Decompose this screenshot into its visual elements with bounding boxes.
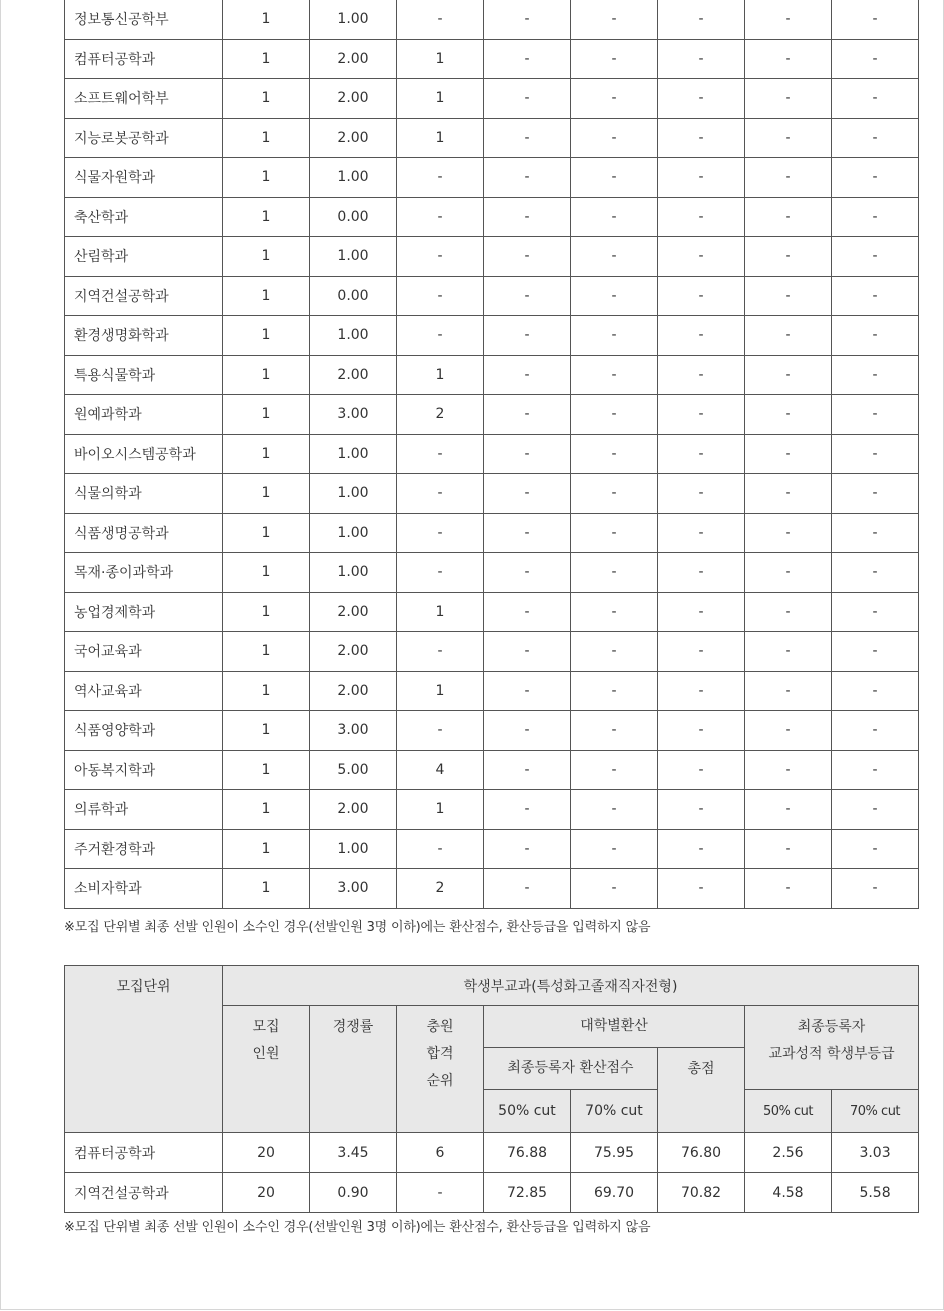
- cell-ratio: 3.00: [310, 711, 397, 751]
- cell-c3: -: [658, 434, 745, 474]
- cell-rank: 1: [397, 671, 484, 711]
- cell-c1: -: [484, 434, 571, 474]
- table-row: [65, 869, 919, 909]
- cell-c5: -: [832, 553, 919, 593]
- cell-c2: -: [571, 869, 658, 909]
- cell-c3: -: [658, 869, 745, 909]
- cell-c4: -: [745, 316, 832, 356]
- cell-ratio: 2.00: [310, 671, 397, 711]
- cell-c5: -: [832, 671, 919, 711]
- cell-c5: -: [832, 237, 919, 277]
- cell-rank: -: [397, 474, 484, 514]
- cell-rank: -: [397, 632, 484, 672]
- cell-c2: -: [571, 355, 658, 395]
- cell-c1: -: [484, 790, 571, 830]
- cell-c2: -: [571, 0, 658, 39]
- cell-rank: 4: [397, 750, 484, 790]
- cell-c4: -: [745, 829, 832, 869]
- cell-c4: -: [745, 790, 832, 830]
- header-rank-line3: 순위: [426, 1073, 454, 1089]
- cell-c2: -: [571, 474, 658, 514]
- cell-quota: 1: [223, 474, 310, 514]
- cell-c1: -: [484, 79, 571, 119]
- cell-ratio: 3.45: [310, 1133, 397, 1173]
- cell-c2: -: [571, 395, 658, 435]
- cell-c3: -: [658, 395, 745, 435]
- cell-c5: -: [832, 592, 919, 632]
- cell-rank: -: [397, 1173, 484, 1213]
- cell-rank: 1: [397, 355, 484, 395]
- cell-quota: 1: [223, 39, 310, 79]
- table-row: [65, 750, 919, 790]
- cell-dept: 컴퓨터공학과: [65, 39, 223, 79]
- cell-c4: -: [745, 355, 832, 395]
- cell-dept: 의류학과: [65, 790, 223, 830]
- cell-c5: -: [832, 711, 919, 751]
- cell-c2: -: [571, 118, 658, 158]
- table-row: [65, 1133, 919, 1173]
- header-total: 총점: [658, 1048, 745, 1133]
- cell-c2: -: [571, 829, 658, 869]
- table-row: [65, 671, 919, 711]
- cell-rank: -: [397, 158, 484, 198]
- header-cut50: 50% cut: [484, 1090, 571, 1133]
- cell-quota: 1: [223, 395, 310, 435]
- cell-c2: -: [571, 276, 658, 316]
- cell-dept: 지역건설공학과: [65, 1173, 223, 1213]
- cell-rank: -: [397, 829, 484, 869]
- cell-c3: -: [658, 553, 745, 593]
- cell-g70: 3.03: [832, 1133, 919, 1173]
- header-quota-line2: 인원: [252, 1046, 280, 1062]
- cell-ratio: 2.00: [310, 355, 397, 395]
- cell-c3: -: [658, 118, 745, 158]
- cell-c4: -: [745, 592, 832, 632]
- table-row: [65, 790, 919, 830]
- cell-rank: -: [397, 553, 484, 593]
- table-row: [65, 592, 919, 632]
- cell-c1: -: [484, 237, 571, 277]
- cell-cut50: 76.88: [484, 1133, 571, 1173]
- footnote-2: ※모집 단위별 최종 선발 인원이 소수인 경우(선발인원 3명 이하)에는 환산점수, 환산등급을 입력하지 않음: [64, 1220, 651, 1235]
- cell-c2: -: [571, 711, 658, 751]
- cell-c3: -: [658, 355, 745, 395]
- table-row: [65, 553, 919, 593]
- cell-c4: -: [745, 79, 832, 119]
- admission-results-table-continued: [64, 0, 919, 909]
- cell-c2: -: [571, 632, 658, 672]
- cell-c1: -: [484, 355, 571, 395]
- cell-ratio: 1.00: [310, 237, 397, 277]
- table-row: [65, 118, 919, 158]
- header-grade50: 50% cut: [745, 1090, 832, 1133]
- cell-rank: 1: [397, 39, 484, 79]
- cell-total: 76.80: [658, 1133, 745, 1173]
- cell-c1: -: [484, 118, 571, 158]
- cell-rank: 2: [397, 395, 484, 435]
- cell-quota: 1: [223, 237, 310, 277]
- cell-dept: 목재·종이과학과: [65, 553, 223, 593]
- cell-c2: -: [571, 158, 658, 198]
- cell-quota: 1: [223, 553, 310, 593]
- table-row: [65, 632, 919, 672]
- cell-c1: -: [484, 197, 571, 237]
- cell-c4: -: [745, 434, 832, 474]
- cell-c4: -: [745, 671, 832, 711]
- cell-ratio: 2.00: [310, 79, 397, 119]
- cell-c3: -: [658, 632, 745, 672]
- cell-c4: -: [745, 711, 832, 751]
- cell-quota: 1: [223, 592, 310, 632]
- cell-c1: -: [484, 276, 571, 316]
- header-cut70: 70% cut: [571, 1090, 658, 1133]
- cell-c3: -: [658, 513, 745, 553]
- cell-c1: -: [484, 632, 571, 672]
- table-row: [65, 79, 919, 119]
- cell-g70: 5.58: [832, 1173, 919, 1213]
- cell-quota: 20: [223, 1133, 310, 1173]
- table-row: [65, 39, 919, 79]
- cell-c1: -: [484, 39, 571, 79]
- cell-c5: -: [832, 513, 919, 553]
- cell-dept: 소비자학과: [65, 869, 223, 909]
- cell-c5: -: [832, 0, 919, 39]
- cell-c2: -: [571, 671, 658, 711]
- cell-c2: -: [571, 197, 658, 237]
- cell-quota: 1: [223, 197, 310, 237]
- cell-c5: -: [832, 39, 919, 79]
- header-ratio: 경쟁률: [310, 1006, 397, 1133]
- cell-dept: 원예과학과: [65, 395, 223, 435]
- header-final-reg-line1: 최종등록자: [797, 1019, 866, 1035]
- cell-ratio: 1.00: [310, 158, 397, 198]
- cell-dept: 바이오시스템공학과: [65, 434, 223, 474]
- cell-c5: -: [832, 474, 919, 514]
- cell-c4: -: [745, 395, 832, 435]
- cell-c3: -: [658, 671, 745, 711]
- cell-dept: 아동복지학과: [65, 750, 223, 790]
- cell-ratio: 0.00: [310, 197, 397, 237]
- cell-c4: -: [745, 474, 832, 514]
- cell-c1: -: [484, 829, 571, 869]
- cell-ratio: 5.00: [310, 750, 397, 790]
- cell-dept: 식물자원학과: [65, 158, 223, 198]
- cell-quota: 1: [223, 671, 310, 711]
- cell-quota: 1: [223, 316, 310, 356]
- cell-c5: -: [832, 355, 919, 395]
- cell-dept: 지능로봇공학과: [65, 118, 223, 158]
- cell-c5: -: [832, 79, 919, 119]
- cell-dept: 주거환경학과: [65, 829, 223, 869]
- cell-c1: -: [484, 474, 571, 514]
- cell-rank: -: [397, 197, 484, 237]
- cell-rank: -: [397, 276, 484, 316]
- cell-c5: -: [832, 434, 919, 474]
- cell-total: 70.82: [658, 1173, 745, 1213]
- cell-quota: 1: [223, 790, 310, 830]
- cell-rank: 2: [397, 869, 484, 909]
- cell-c4: -: [745, 39, 832, 79]
- cell-c5: -: [832, 829, 919, 869]
- cell-c4: -: [745, 158, 832, 198]
- cell-c5: -: [832, 316, 919, 356]
- cell-quota: 1: [223, 750, 310, 790]
- cell-c4: -: [745, 276, 832, 316]
- cell-ratio: 0.00: [310, 276, 397, 316]
- cell-c5: -: [832, 118, 919, 158]
- cell-c1: -: [484, 671, 571, 711]
- table-row: [65, 158, 919, 198]
- cell-dept: 식품생명공학과: [65, 513, 223, 553]
- cell-dept: 식품영양학과: [65, 711, 223, 751]
- cell-rank: 1: [397, 118, 484, 158]
- cell-c3: -: [658, 276, 745, 316]
- header-unit: 모집단위: [65, 966, 223, 1133]
- cell-ratio: 1.00: [310, 829, 397, 869]
- cell-c1: -: [484, 869, 571, 909]
- table-row: [65, 1173, 919, 1213]
- cell-ratio: 2.00: [310, 790, 397, 830]
- cell-c2: -: [571, 790, 658, 830]
- cell-c4: -: [745, 197, 832, 237]
- cell-dept: 지역건설공학과: [65, 276, 223, 316]
- cell-quota: 1: [223, 355, 310, 395]
- cell-dept: 역사교육과: [65, 671, 223, 711]
- cell-quota: 1: [223, 434, 310, 474]
- table-row: [65, 395, 919, 435]
- cell-g50: 2.56: [745, 1133, 832, 1173]
- cell-rank: -: [397, 237, 484, 277]
- cell-c4: -: [745, 632, 832, 672]
- cell-rank: -: [397, 316, 484, 356]
- cell-c3: -: [658, 158, 745, 198]
- cell-cut50: 72.85: [484, 1173, 571, 1213]
- footnote-1: ※모집 단위별 최종 선발 인원이 소수인 경우(선발인원 3명 이하)에는 환산점수, 환산등급을 입력하지 않음: [64, 920, 651, 935]
- cell-cut70: 69.70: [571, 1173, 658, 1213]
- cell-c1: -: [484, 553, 571, 593]
- cell-c3: -: [658, 79, 745, 119]
- header-quota-line1: 모집: [252, 1019, 280, 1035]
- cell-quota: 1: [223, 0, 310, 39]
- cell-c1: -: [484, 0, 571, 39]
- cell-c3: -: [658, 829, 745, 869]
- table-row: [65, 711, 919, 751]
- cell-c5: -: [832, 750, 919, 790]
- cell-c3: -: [658, 237, 745, 277]
- table-row: [65, 0, 919, 39]
- cell-c1: -: [484, 395, 571, 435]
- cell-rank: -: [397, 0, 484, 39]
- cell-ratio: 2.00: [310, 592, 397, 632]
- cell-quota: 1: [223, 632, 310, 672]
- cell-c4: -: [745, 0, 832, 39]
- cell-c1: -: [484, 158, 571, 198]
- cell-c2: -: [571, 750, 658, 790]
- cell-dept: 정보통신공학부: [65, 0, 223, 39]
- table-row: [65, 355, 919, 395]
- table-row: [65, 316, 919, 356]
- cell-quota: 1: [223, 158, 310, 198]
- cell-ratio: 1.00: [310, 434, 397, 474]
- cell-c5: -: [832, 395, 919, 435]
- cell-c3: -: [658, 39, 745, 79]
- cell-c5: -: [832, 276, 919, 316]
- cell-c2: -: [571, 513, 658, 553]
- cell-rank: 1: [397, 790, 484, 830]
- cell-c4: -: [745, 118, 832, 158]
- table-row: [65, 513, 919, 553]
- table-row: [65, 276, 919, 316]
- cell-c2: -: [571, 592, 658, 632]
- cell-ratio: 1.00: [310, 316, 397, 356]
- cell-rank: 6: [397, 1133, 484, 1173]
- header-final-reg: [745, 1006, 919, 1090]
- cell-dept: 축산학과: [65, 197, 223, 237]
- header-conv-score: 최종등록자 환산점수: [484, 1048, 658, 1090]
- header-track: 학생부교과(특성화고졸재직자전형): [223, 966, 919, 1006]
- cell-c1: -: [484, 513, 571, 553]
- cell-ratio: 1.00: [310, 0, 397, 39]
- cell-ratio: 2.00: [310, 118, 397, 158]
- cell-dept: 환경생명화학과: [65, 316, 223, 356]
- cell-quota: 1: [223, 79, 310, 119]
- cell-rank: 1: [397, 592, 484, 632]
- cell-dept: 컴퓨터공학과: [65, 1133, 223, 1173]
- cell-dept: 농업경제학과: [65, 592, 223, 632]
- cell-dept: 산림학과: [65, 237, 223, 277]
- cell-c5: -: [832, 632, 919, 672]
- cell-c4: -: [745, 513, 832, 553]
- cell-c5: -: [832, 869, 919, 909]
- cell-c1: -: [484, 711, 571, 751]
- cell-c4: -: [745, 237, 832, 277]
- header-grade70: 70% cut: [832, 1090, 919, 1133]
- cell-quota: 1: [223, 829, 310, 869]
- cell-c3: -: [658, 316, 745, 356]
- table-row: [65, 829, 919, 869]
- cell-c3: -: [658, 474, 745, 514]
- cell-dept: 특용식물학과: [65, 355, 223, 395]
- cell-c3: -: [658, 0, 745, 39]
- cell-c4: -: [745, 553, 832, 593]
- table-row: [65, 434, 919, 474]
- cell-dept: 국어교육과: [65, 632, 223, 672]
- cell-c1: -: [484, 316, 571, 356]
- header-quota: [223, 1006, 310, 1133]
- header-conv: 대학별환산: [484, 1006, 745, 1048]
- cell-quota: 1: [223, 276, 310, 316]
- table1-body: [65, 0, 919, 908]
- cell-dept: 식물의학과: [65, 474, 223, 514]
- cell-ratio: 3.00: [310, 869, 397, 909]
- cell-cut70: 75.95: [571, 1133, 658, 1173]
- header-rank: [397, 1006, 484, 1133]
- header-rank-line1: 충원: [426, 1019, 454, 1035]
- cell-ratio: 1.00: [310, 474, 397, 514]
- cell-ratio: 2.00: [310, 632, 397, 672]
- admission-results-table-specialized-track: [64, 965, 919, 1213]
- cell-quota: 1: [223, 118, 310, 158]
- cell-quota: 1: [223, 711, 310, 751]
- cell-c3: -: [658, 197, 745, 237]
- cell-c3: -: [658, 592, 745, 632]
- cell-quota: 1: [223, 513, 310, 553]
- cell-c1: -: [484, 592, 571, 632]
- cell-c2: -: [571, 316, 658, 356]
- cell-rank: -: [397, 513, 484, 553]
- cell-quota: 1: [223, 869, 310, 909]
- table2-body: [65, 1133, 919, 1213]
- cell-rank: 1: [397, 79, 484, 119]
- cell-c2: -: [571, 434, 658, 474]
- cell-dept: 소프트웨어학부: [65, 79, 223, 119]
- cell-ratio: 1.00: [310, 513, 397, 553]
- cell-quota: 20: [223, 1173, 310, 1213]
- header-final-reg-line2: 교과성적 학생부등급: [768, 1046, 895, 1062]
- cell-c5: -: [832, 158, 919, 198]
- cell-c2: -: [571, 553, 658, 593]
- table-row: [65, 197, 919, 237]
- cell-c2: -: [571, 39, 658, 79]
- cell-c2: -: [571, 79, 658, 119]
- cell-c3: -: [658, 790, 745, 830]
- cell-c2: -: [571, 237, 658, 277]
- cell-ratio: 1.00: [310, 553, 397, 593]
- cell-c5: -: [832, 197, 919, 237]
- cell-ratio: 2.00: [310, 39, 397, 79]
- cell-c3: -: [658, 750, 745, 790]
- cell-ratio: 3.00: [310, 395, 397, 435]
- cell-ratio: 0.90: [310, 1173, 397, 1213]
- cell-rank: -: [397, 434, 484, 474]
- cell-g50: 4.58: [745, 1173, 832, 1213]
- cell-c1: -: [484, 750, 571, 790]
- header-rank-line2: 합격: [426, 1046, 454, 1062]
- table-row: [65, 474, 919, 514]
- table-row: [65, 237, 919, 277]
- cell-rank: -: [397, 711, 484, 751]
- cell-c5: -: [832, 790, 919, 830]
- cell-c4: -: [745, 869, 832, 909]
- cell-c3: -: [658, 711, 745, 751]
- cell-c4: -: [745, 750, 832, 790]
